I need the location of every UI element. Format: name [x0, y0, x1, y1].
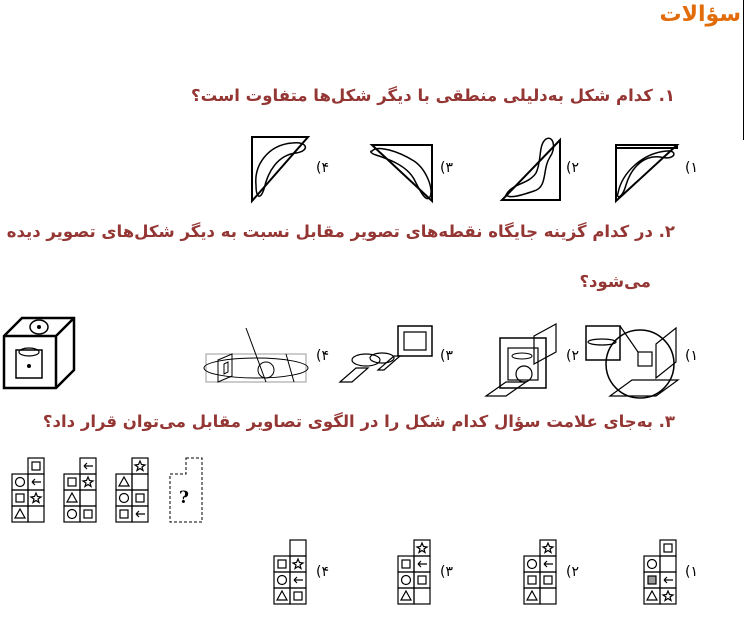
q2-option-2-figure[interactable] [484, 322, 564, 398]
q2-reference-cube [2, 316, 78, 390]
q3-option-2-label[interactable]: (۲ [566, 564, 579, 580]
q1-option-3-label[interactable]: (۳ [440, 160, 453, 176]
q2-option-1-figure[interactable] [576, 322, 682, 400]
q3-option-2-figure[interactable] [522, 538, 558, 610]
q3-option-4-figure[interactable] [272, 538, 308, 610]
q1-option-3-figure[interactable] [368, 143, 436, 203]
q3-option-1-label[interactable]: (۱ [685, 564, 698, 580]
question-2-line-2: می‌شود؟ [579, 272, 651, 291]
q3-pattern-figure-3 [114, 456, 150, 528]
q3-question-mark: ? [179, 488, 189, 508]
q3-option-1-figure[interactable] [642, 538, 678, 610]
q1-option-4-figure[interactable] [248, 135, 312, 203]
q1-option-2-label[interactable]: (۲ [566, 160, 579, 176]
page-title: سؤالات [659, 2, 741, 27]
q1-option-4-label[interactable]: (۴ [316, 160, 329, 176]
q1-option-1-figure[interactable] [612, 143, 682, 203]
q2-option-3-label[interactable]: (۳ [440, 348, 453, 364]
q2-option-4-figure[interactable] [202, 324, 312, 386]
q3-pattern-figure-1 [10, 456, 46, 528]
q3-option-4-label[interactable]: (۴ [316, 564, 329, 580]
question-1-text: ۱. کدام شکل به‌دلیلی منطقی با دیگر شکل‌ها متفاوت است؟ [191, 86, 675, 105]
q2-option-1-label[interactable]: (۱ [685, 348, 698, 364]
q3-option-3-figure[interactable] [396, 538, 432, 610]
q3-option-3-label[interactable]: (۳ [440, 564, 453, 580]
q1-option-1-label[interactable]: (۱ [685, 160, 698, 176]
q2-option-4-label[interactable]: (۴ [316, 348, 329, 364]
q2-option-2-label[interactable]: (۲ [566, 348, 579, 364]
question-3-text: ۳. به‌جای علامت سؤال کدام شکل را در الگوی تصاویر مقابل می‌توان قرار داد؟ [42, 412, 675, 431]
q3-pattern-figure-2 [62, 456, 98, 528]
page-edge-line [743, 0, 744, 140]
q1-option-2-figure[interactable] [498, 135, 564, 203]
question-2-line-1: ۲. در کدام گزینه جایگاه نقطه‌های تصویر مقابل نسبت به دیگر شکل‌های تصویر دیده [6, 222, 675, 241]
q2-option-3-figure[interactable] [338, 322, 438, 392]
